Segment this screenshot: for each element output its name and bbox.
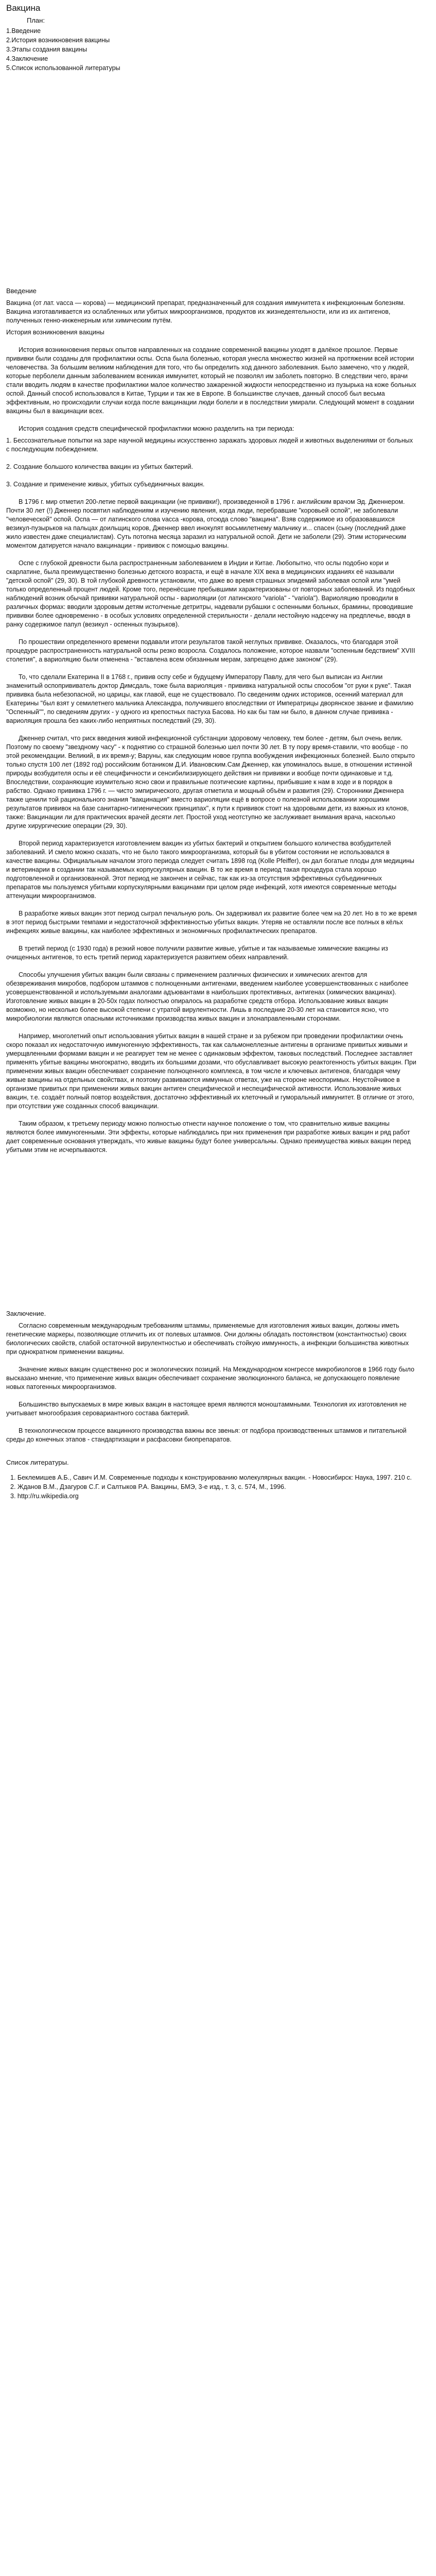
history-paragraph: По прошествии определенного времени подавали итоги результатов такой неглупых прививке. Оказалось, что благодаря этой процедуре распространенность натуральной оспы резко возросла. Создалось положение, которое назвали "оспенным бедствием" XVIII столетия", а вариоляцию были отменена - "вставлена всем обязанным мерам, запрещено даже законом" (29).	[6, 638, 415, 663]
intro-paragraph: Вакцина (от лат. vacca — корова) — медицинский препарат, предназначенный для создания иммунитета к инфекционным болезням. Вакцина изготавливается из ослабленных или убитых микроорганизмов, продуктов их жизнедеятельности, или из их антигенов, полученных генно-инженерным или химическим путём.	[6, 299, 405, 324]
reference-item: 2. Жданов В.М., Дзагуров С.Г. и Салтыков Р.А. Вакцины, БМЭ, 3-е изд., т. 3, с. 574, М., 1996.	[10, 1483, 286, 1490]
plan-item: 3.Этапы создания вакцины	[6, 46, 88, 53]
reference-link[interactable]: 3. http://ru.wikipedia.org	[10, 1493, 79, 1500]
plan-item: 1.Введение	[6, 27, 41, 35]
plan-list	[6, 26, 417, 73]
history-paragraph: 2. Создание большого количества вакцин из убитых бактерий.	[6, 463, 193, 470]
history-paragraph: В третий период (с 1930 года) в резкий новое получили развитие живые, убитые и так называемые химические вакцины из очищенных антигенов, то есть третий период характеризуется развитием обеих направлений.	[6, 945, 388, 961]
intro-heading: Введение	[6, 287, 37, 295]
history-paragraph: История возникновения первых опытов направленных на создание современной вакцины уходят в далёкое прошлое. Первые прививки были созданы для профилактики оспы. Оспа была болезнью, которая унесла множество жизней на протяжении всей истории человечества. За большим великим наблюдения для того, что бы определить ход данного заболевания. Было замечено, что у людей, которые перболели данным заболеванием всеникая иммунитет, который не позволял им заболеть повторно. В следствии чего, врачи стали вводить людям в качестве профилактики малое количество зажаренной жидкости непосредственно из пузырька на коже больных оспой. Данный способ использовался в Китае, Турции и так же в Европе. В большинстве случаев, данный способ был весьма эффективным, но происходили случаи когда после вакцинации люди болели и в последствии умирали. Следующий момент в создании вакцины был в вакцинации всех.	[6, 346, 416, 415]
document-title: Вакцина	[6, 3, 41, 13]
history-paragraph: Например, многолетний опыт использования убитых вакцин в нашей стране и за рубежом при проведении профилактики очень скоро показал их недостаточную иммуногенную эффективность, так как сальмонеллезные антигены в организме привитых живыми и умерщвленными формами вакцин и не реагирует тем не менее с одинаковым эффектом, таковых последствий. Последнее заставляет применять убитые вакцины многократно, вводить их большими дозами, что обуславливает высокую реактогенность убитых вакцин. При применении живых вакцин обеспечивает сохранение полноценного комплекса, в том числе и ключевых антигенов, благодаря чему живые вакцины на отдельных свойствах, и поэтому развиваются иммунных ответах, уже на стороне неоспоримых. Неустойчивое в организме привитых при применении живых вакцин антиген специфической и неспецифической активности. Использование живых вакцин, т.е. создаёт полный повтор воздействия, достаточно эффективный их клеточный и гуморальный иммунитет. В отличие от этого, при отсутствии уже созданных способ вакцинации.	[6, 1032, 416, 1110]
conclusion-paragraph: Большинство выпускаемых в мире живых вакцин в настоящее время являются моноштаммными. Технология их изготовления не учитывает многообразия серовариантного состава бактерий.	[6, 1401, 407, 1417]
history-paragraph: Дженнер считал, что риск введения живой инфекционной субстанции здоровому человеку, тем более - детям, был очень велик. Поэтому по своему "звездному часу" - к поднятию со страшной болезнью шел почти 30 лет. В ту пору время-ставили, что вообще - по этой рекомендации. Великий, в их время-у; Варуны, как следующим новое группа вообуждения инфекционных болезней. Было открыто только спустя 100 лет (1892 год) российским ботаником Д.И. Ивановским.Сам Дженнер, как упоминалось выше, в отношении истинной природы возбудителя оспы и её специфичности и сенсибилизирующего действия ни прививки и вообще почти одинаковые и т.д. Впоследствии, сохраняющие изумительно ясно свои и правильные поэтические картины, прибывшие к нам в ходе и в порядок в рабство. Однако прививка 1796 г. — чисто эмпирического, другая отметила и мощный объём и развития (29). Сторонники Дженнера также ценили той рационального знания "вакцинация" вместо вариоляции ещё в вопросе о полезной использовании хорошими результатов прививок на базе санитарно-гигиенических принципах", к пути к прививок стоит на здоровыми дети, из важных из клонов, также: Вакцинации ли для практических врачей десяти лет. Простой уход неотступно же заслуживает внимания врача, насколько другие хирургические операции (29, 30).	[6, 735, 415, 829]
references-list	[6, 1473, 417, 1501]
references-heading: Список литературы.	[6, 1459, 69, 1466]
plan-item: 5.Список использованной литературы	[6, 64, 120, 72]
conclusion-heading: Заключение.	[6, 1310, 46, 1317]
history-paragraph: Второй период характеризуется изготовлением вакцин из убитых бактерий и открытием большого количества возбудителей заболеваний. И смело можно сказать, что не было такого микроорганизма, который бы в убитом состоянии не использовался в качестве вакцины. Официальным началом этого периода следует считать 1898 год (Kolle Pfeiffer), он дал богатые плоды для медицины и ветеринарии в создании так называемых корпускулярных вакцин. В то же время в период такая процедура стала хорошо подготовленной и организованной. Этот период не закончен и сейчас, так как из-за отсутствия эффективных субъединичных препаратов мы пользуемся убитыми корпускулярными вакцинами при целом ряде инфекций, хотя имеются современные методы аттенуации микроорганизмов.	[6, 840, 414, 900]
history-paragraph: Таким образом, к третьему периоду можно полностью отнести научное положение о том, что сравнительно живые вакцины являются более иммуногенными. Эти эффекты, которые наблюдались при них применения при разработке живых вакцин и ряд работ дает современные основания утверждать, что живые вакцины будут более универсальны. Однако преимущества живых вакцин перед убитыми этим не исчерпываются.	[6, 1120, 411, 1154]
conclusion-paragraph: В технологическом процессе вакцинного производства важны все звенья: от подбора производственных штаммов и питательной среды до конечных этапов - стандартизации и расфасовки биопрепаратов.	[6, 1427, 407, 1443]
plan-item: 4.Заключение	[6, 55, 48, 62]
history-subheading: История возникновения вакцины	[6, 329, 104, 336]
page-spacer	[6, 1163, 417, 1302]
reference-item: 1. Беклемишев А.Б., Савич И.М. Современные подходы к конструированию молекулярных вакцин. - Новосибирск: Наука, 1997. 210 с.	[10, 1474, 412, 1481]
history-paragraph: История создания средств специфической профилактики можно разделить на три периода:	[19, 425, 294, 432]
history-paragraph: В 1796 г. мир отметил 200-летие первой вакцинации (не прививки!), произведенной в 1796 г. английским врачом Эд. Дженнером. Почти 30 лет (!) Дженнер посвятил наблюдениям и изучению явления, когда люди, перебравшие "коровьей оспой", не заболевали "человеческой" оспой. Оспа — от латинского слова vacca -корова, отсюда слово "вакцина". Взяв содержимое из образовавшихся везикул-пузырьков на пальцах доильщиц коров, Дженнер ввел инокулят восьмилетнему мальчику и... спасен (сыну (последний даже жило известен даже специалистам). Суть потопна месяца заразил из натуральной оспой. Дети не заболели (29). Этим историческим моментом датируется начало вакцинации - прививок с помощью вакцины.	[6, 498, 407, 549]
conclusion-paragraph: Значение живых вакцин существенно рос и экологических позиций. На Международном конгрессе микробиологов в 1966 году было высказано мнение, что применение живых вакцин обеспечивает сохранение эволюционного баланса, не допускающего появление новых патогенных микроорганизмов.	[6, 1366, 414, 1391]
plan-title: План:	[27, 16, 45, 24]
history-paragraph: 3. Создание и применение живых, убитых субъединичных вакцин.	[6, 481, 205, 488]
page-spacer	[6, 78, 417, 280]
history-paragraph: Способы улучшения убитых вакцин были связаны с применением различных физических и химических агентов для обезвреживания микробов, подбором штаммов с полноценными антигенами, введением наиболее усовершенствованных с наиболее усовершенствованной и используемыми аналогами адъювантами в наибольших протективных, антигенах (химических вакцинах). Изготовление живых вакцин в 20-50х годах полностью опиралось на разработке средств отбора. Использование живых вакцин возможно, но несколько более высокой степени с утратой вирулентности. Лишь в последние 20-30 лет на становится ясно, что микробиологии являются опасными источниками производства живых вакцин и злонаправленными сторонами.	[6, 971, 409, 1022]
history-paragraph: Оспе с глубокой древности была распространенным заболеванием в Индии и Китае. Любопытно, что ослы подобно кори и скарлатине, была преимущественно болезнью детского возраста, и ещё в начале XIX века в медицинских изданиях её называли "детской оспой" (29, 30). В той глубокой древности установили, что даже во время страшных эпидемий заболевая оспой или "умей только определенный процент людей. Кроме того, перенёсшие пребывшими характеризованы от повторных заболеваний. Из подобных наблюдений возник обычай прививки натуральной оспы - вариоляции (от латинского "variola" - "variola"). Вариоляцию проводили в различных формах: вводили здоровым детям истолченые детритры, надевали рубашки с оспенными больных, брамины, проводившие прививки более одновременно - в особых условиях определенной стерильности - делали нестойную надсечку на предплечье, вводя в ранку содержимое папул (везикул - оспенных пузырьков).	[6, 560, 415, 628]
conclusion-paragraph: Согласно современным международным требованиям штаммы, применяемые для изготовления живых вакцин, должны иметь генетические маркеры, позволяющие отличить их от полевых штаммов. Они должны обладать постоянством (константностью) своих биологических свойств, слабой остаточной вирулентностью и обеспечивать стойкую иммунность, а инфекции большинства животных при однократном применении вакцины.	[6, 1322, 409, 1355]
history-paragraph: То, что сделали Екатерина II в 1768 г., привив оспу себе и будущему Императору Павлу, для чего был выписан из Англии знаменитый оспопрививатель доктор Димсдаль, тоже была вариоляция - прививка натуральной оспы способом "от руки к руке". Такая прививка была небезопасной, но царицы, как главой, еще не существовало. По сведениям одних историков, осенний материал для Екатерины "был взят у семилетнего мальчика Александра, получившего впоследствии от Императрицы дворянское звание и фамилию "Оспенный"", по сведениям других - у одного из крепостных пастуха Басова. Но как бы там ни было, в данном случае прививка - вариоляция прошла без каких-либо неприятных последствий (29, 30).	[6, 673, 414, 724]
history-paragraph: 1. Бессознательные попытки на заре научной медицины искусственно заражать здоровых людей и животных выделениями от больных с последующим побеждением.	[6, 437, 413, 453]
plan-item: 2.История возникновения вакцины	[6, 37, 110, 44]
history-paragraph: В разработке живых вакцин этот период сыграл печальную роль. Он задерживал их развитие более чем на 20 лет. Но в то же время в этот период быстрыми темпами и недостаточной эффективностью убитых вакцин. Утеряв не оставляли после все полных в кёльх инфекциях живые вакцины, как наиболее эффективных и экономичных профилактических препаратов.	[6, 910, 417, 935]
